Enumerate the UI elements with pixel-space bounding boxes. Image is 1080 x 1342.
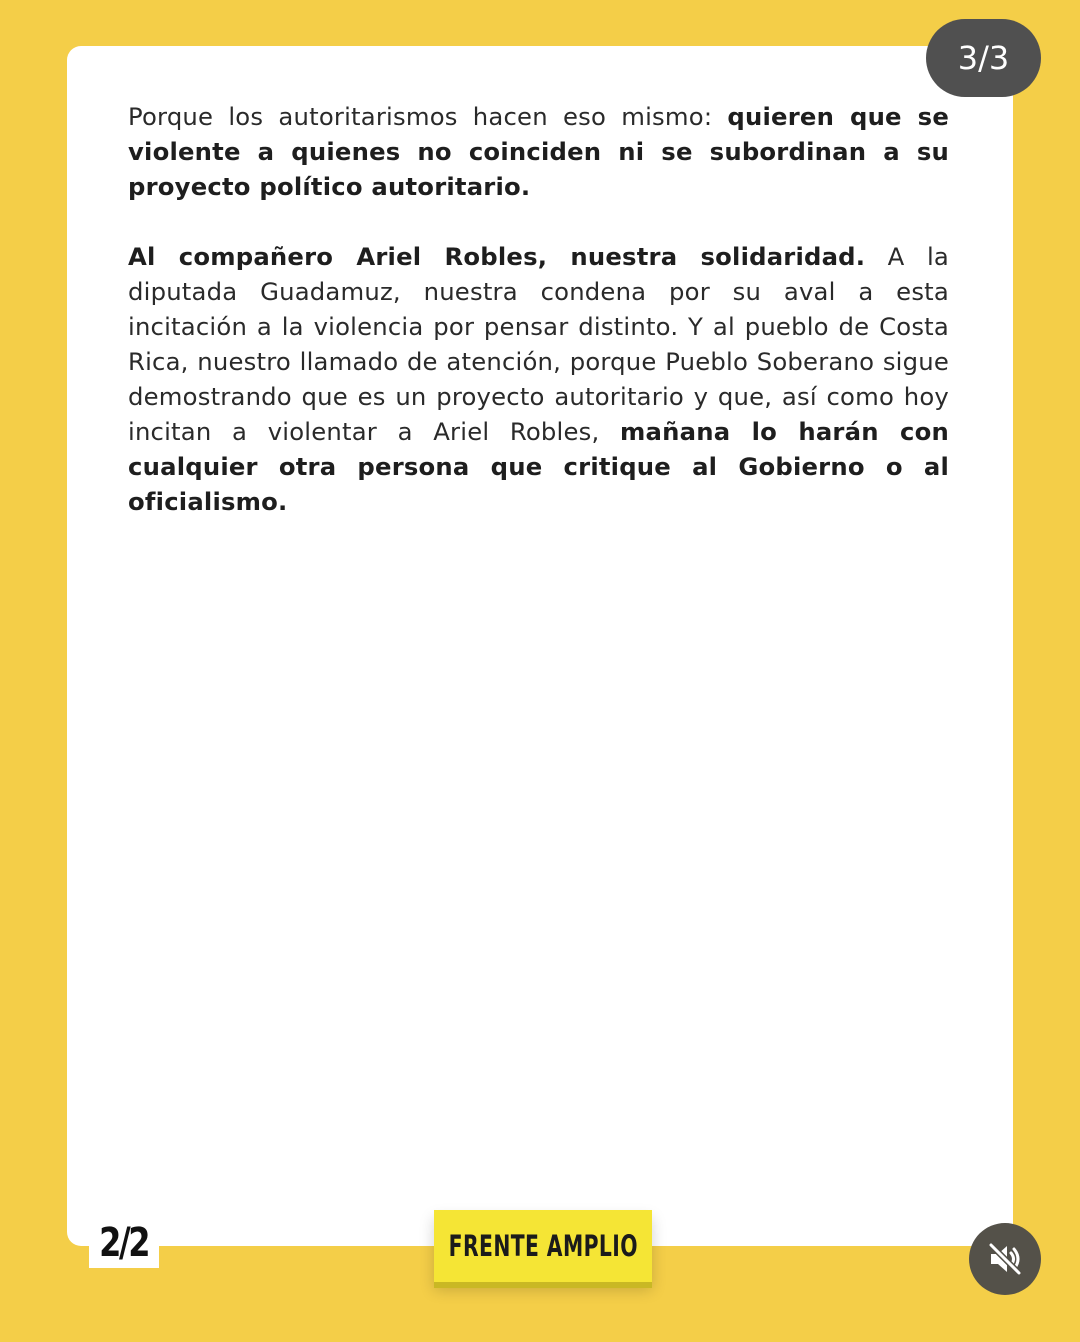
- paragraph-2-bold-lead: Al compañero Ariel Robles, nuestra solidaridad.: [128, 242, 866, 271]
- brand-logo-text: FRENTE AMPLIO: [448, 1229, 638, 1263]
- paragraph-1-bold: quieren que se violente a quienes no coinciden ni se subordinan a su proyecto político autoritario.: [128, 102, 949, 201]
- paragraph-2-text: A la diputada Guadamuz, nuestra condena por su aval a esta incitación a la violencia por pensar distinto. Y al pueblo de Costa Rica, nuestro llamado de atención, porque Pueblo Soberano sigue demostrando que es un proyecto autoritario y que, así como hoy incitan a violentar a Ariel Robles,: [128, 242, 949, 446]
- mute-toggle-button[interactable]: [969, 1223, 1041, 1295]
- paragraph-2-bold-end: mañana lo harán con cualquier otra persona que critique al Gobierno o al oficialismo.: [128, 417, 949, 516]
- paragraph-1-text: Porque los autoritarismos hacen eso mismo:: [128, 102, 728, 131]
- page-number-text: 2/2: [99, 1220, 149, 1266]
- brand-logo-box: [434, 1210, 652, 1282]
- slide-counter-badge: 3/3: [926, 19, 1041, 97]
- paragraph-1: [128, 99, 949, 204]
- speaker-muted-icon: [985, 1239, 1025, 1279]
- paragraph-2: [128, 239, 949, 519]
- page-number-label: [89, 1218, 159, 1268]
- post-card: [67, 46, 1013, 1246]
